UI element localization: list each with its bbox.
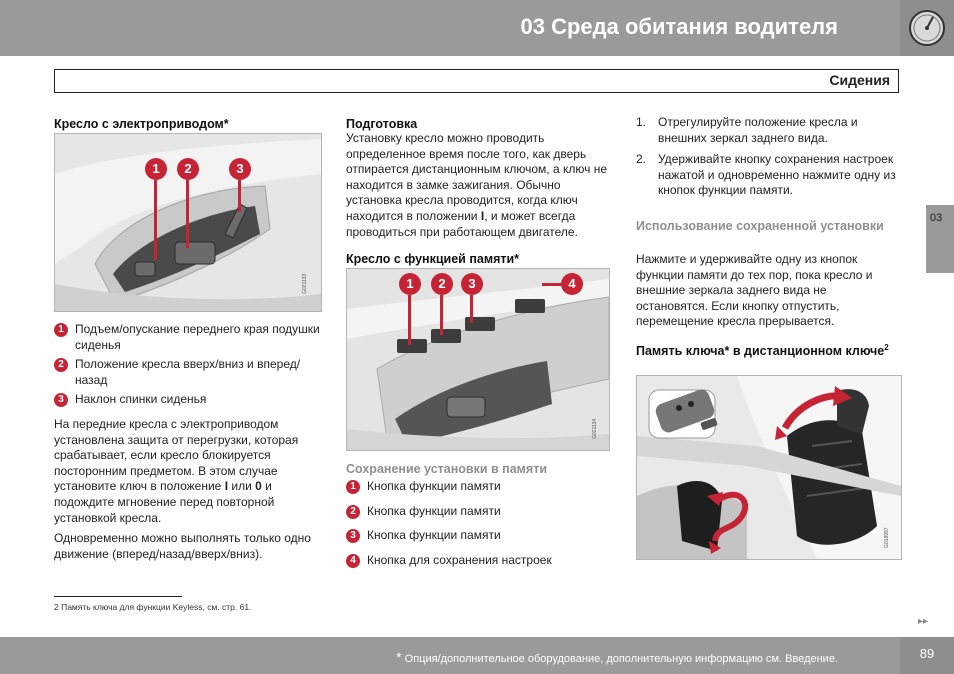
- memory-seat-heading: Кресло с функцией памяти*: [346, 252, 520, 266]
- caption-number: 3: [346, 529, 360, 543]
- step-item: [636, 152, 898, 199]
- preparation-heading: Подготовка: [346, 117, 418, 131]
- page-number: 89: [919, 646, 935, 661]
- callout-2: 2: [431, 273, 453, 295]
- key-seat-illustration: [637, 376, 901, 559]
- page-header: [0, 0, 900, 56]
- preparation-paragraph: [346, 131, 612, 240]
- key-position-0: 0: [255, 479, 262, 494]
- footnote-rule: [54, 596, 182, 597]
- step-item: [636, 115, 898, 146]
- figure-code: G018997: [884, 527, 890, 548]
- caption-item: [54, 322, 326, 353]
- caption-text: Кнопка функции памяти: [367, 479, 501, 493]
- page-footer: [0, 637, 900, 674]
- callout-1: 1: [399, 273, 421, 295]
- save-setting-heading: Сохранение установки в памяти: [346, 462, 548, 476]
- callout-3: 3: [461, 273, 483, 295]
- key-memory-figure: [636, 375, 902, 560]
- key-position-i: I: [480, 208, 485, 223]
- caption-item: [346, 553, 612, 569]
- caption-number: 1: [346, 480, 360, 494]
- caption-number: 3: [54, 393, 68, 407]
- paragraph-text: и подождите мгновение перед повторной установкой кресла.: [54, 479, 275, 525]
- caption-text: Наклон спинки сиденья: [75, 392, 207, 407]
- heading-text: Память ключа* в дистанционном ключе: [636, 344, 885, 359]
- section-title: Сидения: [829, 72, 890, 88]
- use-saved-heading: Использование сохраненной установки: [636, 219, 884, 233]
- caption-text: Положение кресла вверх/вниз и вперед/назад: [75, 357, 301, 387]
- key-position-i: I: [224, 479, 229, 494]
- caption-text: Кнопка функции памяти: [367, 528, 501, 543]
- footnote: 2 Память ключа для функции Keyless, см. стр. 61.: [54, 602, 252, 612]
- callout-3: 3: [229, 158, 251, 180]
- caption-number: 4: [346, 554, 360, 568]
- key-memory-heading: [636, 340, 896, 359]
- caption-item: [54, 392, 326, 408]
- caption-number: 1: [54, 323, 68, 337]
- power-seat-heading: Кресло с электроприводом*: [54, 117, 229, 131]
- use-saved-paragraph: Нажмите и удерживайте одну из кнопок функции памяти до тех пор, пока кресло и внешние зеркала заднего вида не остановятся. Если кнопку отпустить, перемещение кресла прерывается.: [636, 252, 873, 329]
- step-number: 2.: [636, 152, 647, 167]
- section-bar: [54, 69, 899, 93]
- caption-item: [54, 357, 326, 388]
- memory-seat-figure: [346, 268, 610, 451]
- callout-4-line: [542, 283, 564, 286]
- callout-3-line: [470, 295, 473, 323]
- step-text: Отрегулируйте положение кресла и внешних зеркал заднего вида.: [658, 115, 858, 145]
- step-text: Удерживайте кнопку сохранения настроек нажатой и одновременно нажмите одну из кнопок функции памяти.: [658, 152, 896, 198]
- chapter-icon-box: [900, 0, 954, 56]
- power-seat-captions: [54, 322, 326, 408]
- caption-text: Кнопка для сохранения настроек: [367, 552, 552, 567]
- callout-2: 2: [177, 158, 199, 180]
- callout-4: 4: [561, 273, 583, 295]
- save-steps: [636, 115, 898, 199]
- caption-item: [346, 504, 612, 520]
- caption-number: 2: [54, 358, 68, 372]
- callout-2-line: [186, 180, 189, 248]
- caption-number: 2: [346, 505, 360, 519]
- footer-note-text: Опция/дополнительное оборудование, дополнительную информацию см. Введение.: [404, 653, 838, 665]
- paragraph-text: или: [228, 479, 256, 494]
- single-movement-paragraph: Одновременно можно выполнять только одно движение (вперед/назад/вверх/вниз).: [54, 531, 311, 561]
- callout-1-line: [154, 180, 157, 260]
- option-star: *: [396, 649, 402, 665]
- memory-buttons-illustration: [347, 269, 609, 450]
- callout-1-line: [408, 295, 411, 345]
- paragraph-text: , и может всегда проводиться при работающем двигателе.: [346, 208, 578, 239]
- overload-protection-paragraph: [54, 417, 324, 526]
- power-seat-figure: [54, 133, 322, 312]
- callout-1: 1: [145, 158, 167, 180]
- caption-item: [346, 479, 612, 495]
- callout-2-line: [440, 295, 443, 335]
- caption-item: [346, 528, 612, 544]
- paragraph-text: На передние кресла с электроприводом установлена защита от перегрузки, которая срабатывает, если кресло блокируется посторонним предметом. В этом случае установите ключ в положение: [54, 417, 299, 494]
- figure-code: G021133: [302, 273, 308, 294]
- step-number: 1.: [636, 115, 647, 129]
- chapter-title: 03 Среда обитания водителя: [520, 14, 838, 39]
- footer-note: [396, 649, 838, 665]
- caption-text: Кнопка функции памяти: [367, 503, 501, 518]
- gauge-icon: [900, 0, 954, 56]
- footnote-ref: 2: [884, 343, 889, 352]
- caption-text: Подъем/опускание переднего края подушки сиденья: [75, 322, 320, 352]
- chapter-side-tab-label: 03: [930, 212, 943, 224]
- figure-code: G021134: [592, 418, 598, 439]
- next-page-arrows: ▸▸: [918, 616, 929, 627]
- paragraph-text: Установку кресло можно проводить определенное время после того, как дверь отпирается дистанционным ключом, а ключ не находится в замке зажигания. Обычно установка кресла проводится, когда ключ находится в положении: [346, 131, 607, 223]
- callout-3-line: [238, 180, 241, 212]
- memory-captions: [346, 479, 612, 568]
